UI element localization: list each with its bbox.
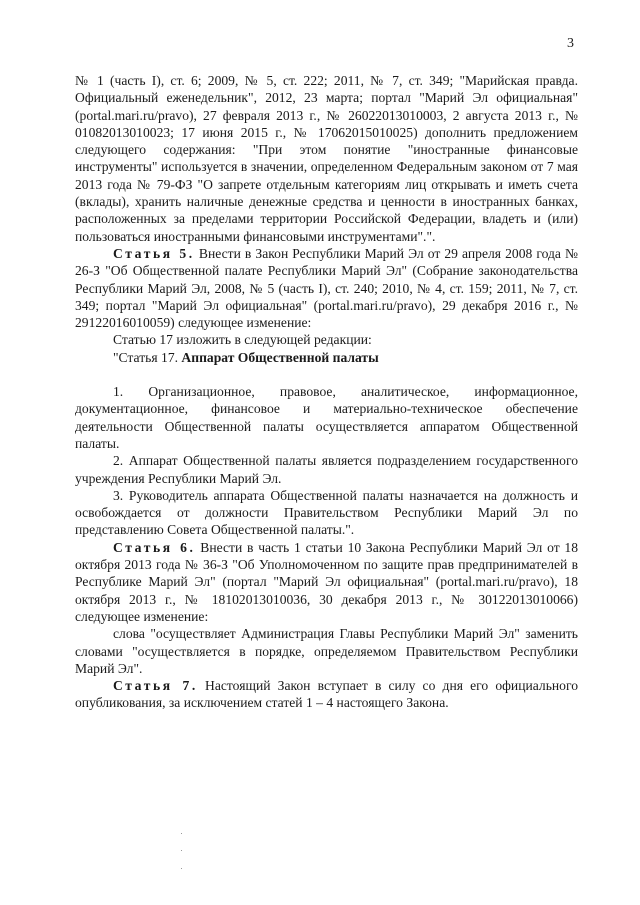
- article-5-label: Статья 5.: [113, 245, 195, 261]
- document-body: [75, 72, 578, 712]
- scan-speck: [181, 833, 182, 834]
- page-number: 3: [567, 36, 574, 51]
- article-5-text: Внести в Закон Республики Марий Эл от 29 апреля 2008 года № 26-З "Об Общественной палате Республики Марий Эл" (Собрание законодательства Республики Марий Эл, 2008, № 5 (часть I), ст. 240; 2010, № 4, ст. 159; 2011, № 7, ст. 349; портал "Марий Эл официальная" (portal.mari.ru/pravo), 29 декабря 2016 г., № 29122016010059) следующее изменение:: [75, 245, 578, 331]
- article-6-text: Внести в часть 1 статьи 10 Закона Республики Марий Эл от 18 октября 2013 года № 36-З "Об Уполномоченном по защите прав предпринимателей в Республике Марий Эл" (портал "Марий Эл официальная" (portal.mari.ru/pravo), 18 октября 2013 г., № 18102013010036, 30 декабря 2013 г., № 30122013010066) следующее изменение:: [75, 539, 579, 624]
- article-5-paragraph: [75, 245, 578, 331]
- scan-speck: [181, 868, 182, 869]
- article-7-label: Статья 7.: [113, 678, 198, 694]
- article-6-paragraph: [75, 539, 578, 625]
- article-17-prefix: "Статья 17.: [113, 349, 182, 365]
- article-6-label: Статья 6.: [113, 539, 196, 555]
- article-7-paragraph: [75, 677, 578, 712]
- article-17-title: Аппарат Общественной палаты: [181, 349, 379, 365]
- article-17-item-3: 3. Руководитель аппарата Общественной палаты назначается на должность и освобождается от должности Правительством Республики Марий Эл по представлению Совета Общественной палаты.".: [75, 487, 578, 538]
- article-6-change: слова "осуществляет Администрация Главы Республики Марий Эл" заменить словами "осуществляется в порядке, определяемом Правительством Республики Марий Эл".: [75, 626, 578, 676]
- article-17-heading: [75, 349, 578, 366]
- article-17-item-1: 1. Организационное, правовое, аналитическое, информационное, документационное, финансовое и материально-техническое обеспечение деятельности Общественной палаты осуществляется аппаратом Общественной палаты.: [75, 384, 578, 451]
- intro-paragraph: № 1 (часть I), ст. 6; 2009, № 5, ст. 222; 2011, № 7, ст. 349; "Марийская правда. Официальный еженедельник", 2012, 23 марта; портал "Марий Эл официальная" (portal.mari.ru/pravo), 27 февраля 2013 г., № 26022013010003, 2 августа 2013 г., № 01082013010023; 17 июня 2015 г., № 17062015010025) дополнить предложением следующего содержания: "При этом понятие "иностранные финансовые инструменты" используется в значении, определенном Федеральным законом от 7 мая 2013 года № 79-ФЗ "О запрете отдельным категориям лиц открывать и иметь счета (вклады), хранить наличные денежные средства и ценности в иностранных банках, расположенных за пределами территории Российской Федерации, владеть и (или) пользоваться иностранными финансовыми инструментами".".: [75, 73, 578, 244]
- article-5-instruction: Статью 17 изложить в следующей редакции:: [113, 332, 372, 348]
- scan-speck: [181, 850, 182, 851]
- article-17-item-2: 2. Аппарат Общественной палаты является подразделением государственного учреждения Республики Марий Эл.: [75, 453, 578, 486]
- article-7-text: Настоящий Закон вступает в силу со дня его официального опубликования, за исключением статей 1 – 4 настоящего Закона.: [75, 678, 578, 711]
